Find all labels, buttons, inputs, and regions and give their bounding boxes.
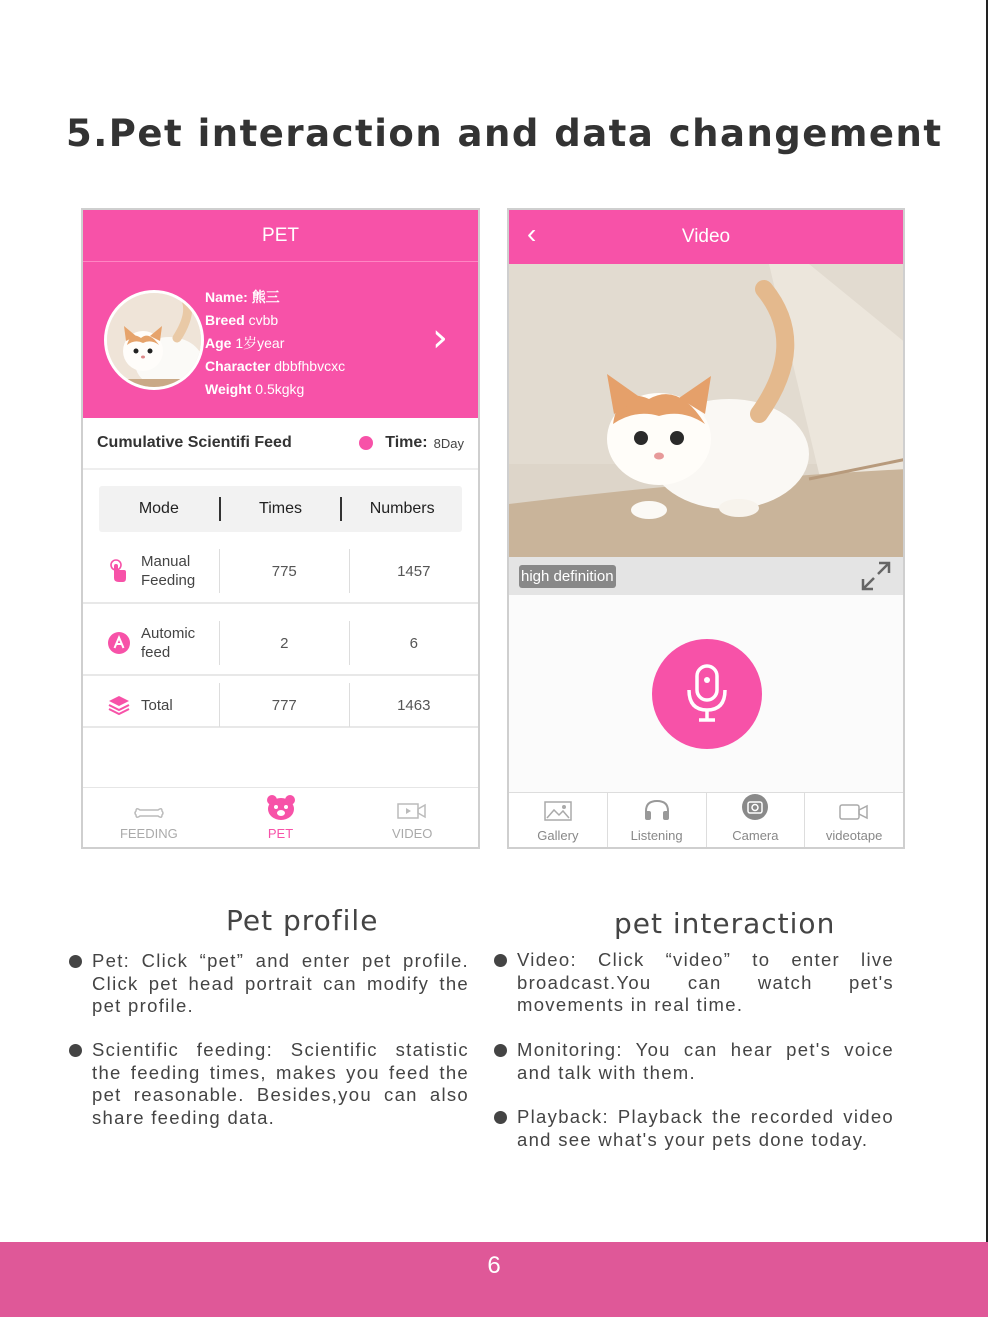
pet-header — [83, 210, 478, 261]
table-row-automic — [83, 612, 478, 676]
video-tabbar — [509, 792, 903, 847]
right-bullet-3: Playback: Playback the recorded video and see what's your pets done today. — [517, 1106, 894, 1150]
tab-feeding[interactable]: FEEDING — [83, 788, 215, 847]
page-number: 6 — [487, 1252, 501, 1279]
video-quality-bar — [509, 557, 903, 595]
feed-table-header — [99, 486, 462, 532]
col-header-mode: Mode — [138, 500, 179, 517]
clock-icon — [359, 436, 373, 450]
layers-icon — [107, 693, 131, 717]
pet-breed-line: Breed cvbb — [205, 312, 279, 328]
bone-icon — [134, 806, 164, 820]
left-caption-title: Pet profile — [226, 904, 379, 937]
right-bullet-2: Monitoring: You can hear pet's voice and talk with them. — [517, 1039, 894, 1083]
table-row-total — [83, 684, 478, 728]
gallery-icon — [544, 801, 572, 821]
video-icon — [397, 802, 427, 820]
mode-cell: Manual Feeding — [83, 552, 219, 590]
bear-face-icon — [266, 794, 296, 820]
headphones-icon — [643, 799, 671, 821]
pet-age-line: Age 1岁year — [205, 335, 285, 351]
left-bullet-1: Pet: Click “pet” and enter pet profile. Click pet head portrait can modify the pet profile. — [92, 950, 469, 1016]
pet-info — [205, 286, 345, 401]
times-cell: 777 — [271, 696, 297, 714]
table-row-manual — [83, 540, 478, 604]
mode-cell: Automic feed — [83, 624, 219, 662]
hand-tap-icon — [107, 559, 131, 583]
times-cell: 2 — [280, 634, 289, 652]
right-caption-title: pet interaction — [614, 907, 836, 940]
time-label: Time: — [385, 434, 428, 451]
back-arrow-icon[interactable]: ‹ — [527, 218, 537, 249]
page-title: 5.Pet interaction and data changement — [66, 112, 943, 155]
tab-gallery[interactable]: Gallery — [509, 793, 608, 847]
quality-button[interactable]: high definition — [519, 565, 616, 588]
microphone-icon — [683, 662, 731, 726]
time-value: 8Day — [433, 435, 464, 451]
col-header-numbers: Numbers — [369, 500, 435, 517]
tab-camera[interactable]: Camera — [707, 793, 806, 847]
videotape-icon — [839, 803, 869, 821]
chevron-right-icon[interactable]: › — [432, 315, 448, 361]
pet-weight-line: Weight 0.5kgkg — [205, 381, 305, 397]
times-cell: 775 — [271, 562, 297, 580]
pet-profile-card[interactable] — [83, 262, 478, 418]
tab-video[interactable]: VIDEO — [346, 788, 478, 847]
camera-icon — [741, 793, 769, 821]
feed-title: Cumulative Scientifi Feed — [97, 434, 292, 451]
fullscreen-icon[interactable] — [859, 559, 893, 593]
tab-videotape[interactable]: videotape — [805, 793, 903, 847]
pet-character-line: Character dbbfhbvcxc — [205, 358, 346, 374]
microphone-button[interactable] — [652, 639, 762, 749]
mode-cell: Total — [83, 693, 219, 717]
pet-name-line: Name: 熊三 — [205, 289, 280, 305]
pet-screen — [81, 208, 480, 849]
numbers-cell: 1463 — [397, 696, 431, 714]
auto-icon — [107, 631, 131, 655]
page-edge-line — [986, 0, 988, 1317]
live-video-feed[interactable] — [509, 264, 903, 557]
feed-summary-row — [83, 418, 478, 470]
right-bullet-1: Video: Click “video” to enter live broadcast.You can watch pet's movements in real time. — [517, 949, 894, 1015]
left-bullet-2: Scientific feeding: Scientific statistic the feeding times, makes you feed the pet reasonable. Besides,you can also share feeding data. — [92, 1039, 469, 1128]
video-header-title: Video — [681, 226, 731, 247]
pet-header-title: PET — [262, 224, 299, 246]
tab-listening[interactable]: Listening — [608, 793, 707, 847]
video-header — [509, 210, 903, 264]
numbers-cell: 1457 — [397, 562, 431, 580]
pet-tabbar — [83, 787, 478, 847]
col-header-times: Times — [259, 500, 302, 517]
talk-zone — [509, 595, 903, 792]
numbers-cell: 6 — [409, 634, 418, 652]
kitten-video-image — [509, 264, 903, 557]
video-screen — [507, 208, 905, 849]
pet-avatar[interactable] — [104, 290, 204, 390]
tab-pet[interactable]: PET — [215, 788, 347, 847]
